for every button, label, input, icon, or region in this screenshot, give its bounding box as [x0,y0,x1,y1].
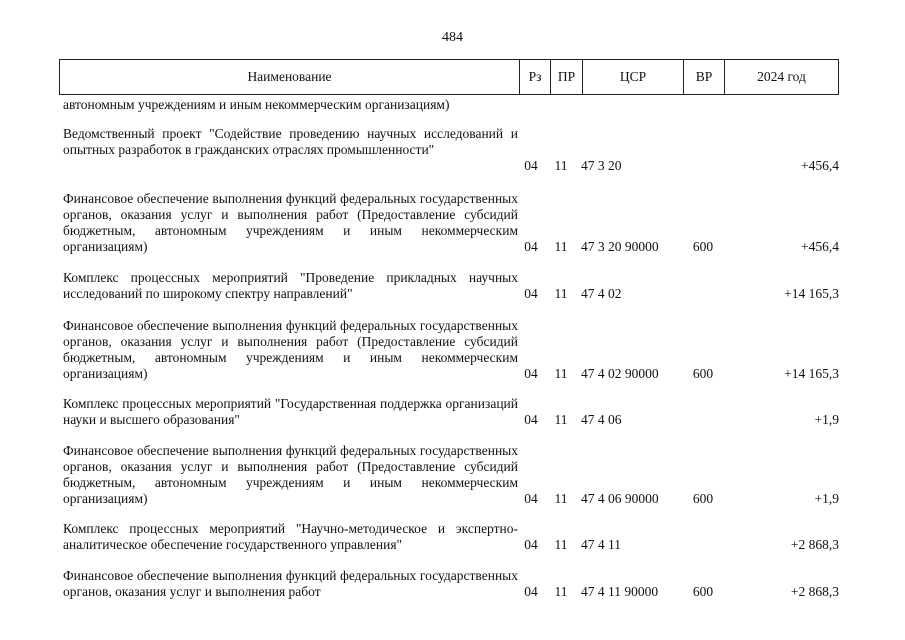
row-name: Комплекс процессных мероприятий "Научно-методическое и экспертно-аналитическое обеспечение государственного управления" [63,521,518,552]
table-row [63,126,839,174]
row-rz: 04 [524,412,538,427]
page-number: 484 [442,30,463,45]
table-header [59,59,839,95]
header-rz: Рз [520,60,551,94]
header-csr: ЦСР [583,60,684,94]
row-rz: 04 [524,286,538,301]
row-amount: +456,4 [801,239,839,254]
row-pr: 11 [554,537,568,552]
row-csr: 47 4 02 90000 [581,366,659,381]
row-amount: +14 165,3 [784,366,839,381]
row-name: Комплекс процессных мероприятий "Проведение прикладных научных исследований по широкому спектру направлений" [63,270,518,301]
continuation-text: автономным учреждениям и иным некоммерческим организациям) [63,97,450,112]
row-amount: +456,4 [801,158,839,173]
table-row [63,568,839,600]
row-pr: 11 [554,584,568,599]
row-rz: 04 [524,491,538,506]
row-vr: 600 [692,491,714,506]
table-row [63,270,839,302]
header-pr: ПР [551,60,583,94]
row-amount: +1,9 [814,412,839,427]
row-csr: 47 4 11 90000 [581,584,659,599]
row-amount: +1,9 [814,491,839,506]
row-name: Финансовое обеспечение выполнения функций федеральных государственных органов, оказания услуг и выполнения работ (Предоставление субсидий бюджетным, автономным учреждениям и иным некоммерческим организациям) [63,443,518,506]
row-pr: 11 [554,158,568,173]
row-pr: 11 [554,491,568,506]
row-pr: 11 [554,239,568,254]
row-rz: 04 [524,537,538,552]
table-row [63,318,839,382]
row-csr: 47 3 20 [581,158,622,173]
row-vr: 600 [692,239,714,254]
row-vr: 600 [692,584,714,599]
header-name: Наименование [60,60,520,94]
row-name: Финансовое обеспечение выполнения функций федеральных государственных органов, оказания услуг и выполнения работ [63,568,518,599]
row-amount: +2 868,3 [790,537,839,552]
row-csr: 47 4 06 90000 [581,491,659,506]
row-name: Финансовое обеспечение выполнения функций федеральных государственных органов, оказания услуг и выполнения работ (Предоставление субсидий бюджетным, автономным учреждениям и иным некоммерческим организациям) [63,191,518,254]
row-rz: 04 [524,239,538,254]
row-vr: 600 [692,366,714,381]
row-csr: 47 4 11 [581,537,621,552]
header-vr: ВР [684,60,725,94]
row-csr: 47 3 20 90000 [581,239,659,254]
header-year: 2024 год [757,69,806,84]
table-row [63,191,839,255]
row-pr: 11 [554,412,568,427]
row-name: Комплекс процессных мероприятий "Государственная поддержка организаций науки и высшего образования" [63,396,518,427]
row-name: Финансовое обеспечение выполнения функций федеральных государственных органов, оказания услуг и выполнения работ (Предоставление субсидий бюджетным, автономным учреждениям и иным некоммерческим организациям) [63,318,518,381]
row-rz: 04 [524,158,538,173]
table-row [63,521,839,553]
row-csr: 47 4 02 [581,286,622,301]
table-row [63,443,839,507]
row-rz: 04 [524,366,538,381]
row-csr: 47 4 06 [581,412,622,427]
table-row [63,396,839,428]
row-amount: +14 165,3 [784,286,839,301]
row-amount: +2 868,3 [790,584,839,599]
row-pr: 11 [554,366,568,381]
row-name: Ведомственный проект "Содействие проведению научных исследований и опытных разработок в гражданских отраслях промышленности" [63,126,518,157]
row-rz: 04 [524,584,538,599]
row-pr: 11 [554,286,568,301]
